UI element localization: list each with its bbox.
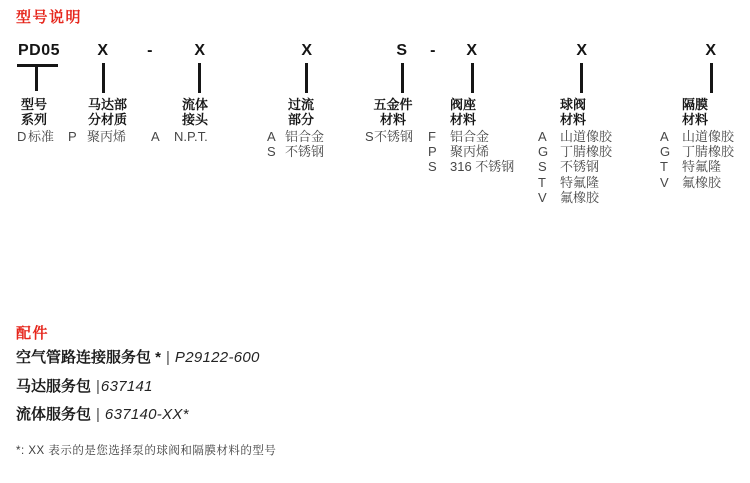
option-row: T 特氟隆	[538, 174, 600, 190]
option-row: A 铝合金	[267, 129, 325, 144]
connector-line-diaphragm	[710, 63, 713, 93]
connector-line-fluid	[198, 63, 201, 93]
column-header: 阀座 材料	[450, 97, 477, 127]
column-wetted-parts	[265, 97, 324, 159]
part-number: P29122-600	[174, 349, 260, 366]
model-section-title: 型号说明	[16, 9, 83, 26]
code-part-series: PD05	[18, 42, 61, 59]
option-row: A 山道像胶	[660, 129, 735, 144]
option-row: A 山道像胶	[538, 129, 613, 144]
code-part-seat: X	[466, 42, 478, 59]
column-motor-material	[66, 97, 127, 144]
code-part-motor: X	[97, 42, 109, 59]
connector-line-hardware	[401, 63, 404, 93]
code-dash-2: -	[430, 42, 436, 59]
accessory-name: 马达服务包	[16, 378, 92, 395]
code-part-hardware: S	[396, 42, 408, 59]
connector-line-motor	[102, 63, 105, 93]
column-model-series	[16, 97, 54, 144]
separator-bar: |	[96, 406, 100, 423]
code-part-ball: X	[576, 42, 588, 59]
column-diaphragm-material	[658, 97, 734, 190]
code-dash-1: -	[147, 42, 153, 59]
code-part-diaphragm: X	[705, 42, 717, 59]
option-row: F 铝合金	[428, 129, 490, 144]
option-row: S 不锈钢	[538, 159, 600, 175]
connector-line-wetted	[305, 63, 308, 93]
option-row: G 丁腈橡胶	[660, 144, 735, 160]
option-row: S 不锈钢	[365, 129, 414, 144]
column-header: 隔膜 材料	[682, 97, 709, 127]
column-fluid-connection	[149, 97, 208, 144]
accessory-line-air	[16, 349, 260, 366]
option-row: A N.P.T.	[151, 129, 208, 144]
code-part-fluid-connection: X	[194, 42, 206, 59]
option-row: V 氟橡胶	[538, 189, 600, 205]
column-header: 五金件 材料	[373, 97, 413, 127]
option-row: V 氟橡胶	[660, 174, 722, 190]
part-number: 637141	[100, 378, 153, 395]
connector-line-ball	[580, 63, 583, 93]
accessory-name: 空气管路连接服务包 *	[16, 349, 162, 366]
column-header: 型号 系列	[21, 97, 48, 127]
accessories-title: 配件	[16, 325, 50, 342]
accessory-line-fluid	[16, 406, 189, 423]
option-row: S 不锈钢	[267, 144, 325, 160]
series-bracket-stem	[35, 64, 38, 91]
connector-line-seat	[471, 63, 474, 93]
accessory-name: 流体服务包	[16, 406, 92, 423]
option-row: P 聚丙烯	[68, 129, 127, 144]
column-hardware-material	[362, 97, 413, 144]
separator-bar: |	[96, 378, 100, 395]
option-row: T 特氟隆	[660, 159, 722, 175]
column-header: 过流 部分	[288, 97, 315, 127]
column-ball-material	[536, 97, 612, 205]
column-header: 马达部 分材质	[88, 97, 128, 127]
option-row: D 标准	[17, 129, 55, 144]
separator-bar: |	[166, 349, 170, 366]
option-row: S 316 不锈钢	[428, 159, 515, 175]
part-number: 637140-XX*	[104, 406, 189, 423]
column-seat-material	[426, 97, 514, 175]
column-header: 流体 接头	[182, 97, 209, 127]
column-header: 球阀 材料	[560, 97, 587, 127]
footnote: *: XX 表示的是您选择泵的球阀和隔膜材料的型号	[16, 445, 277, 457]
code-part-wetted: X	[301, 42, 313, 59]
option-row: P 聚丙烯	[428, 144, 490, 160]
option-row: G 丁腈橡胶	[538, 144, 613, 160]
accessory-line-motor	[16, 378, 153, 395]
